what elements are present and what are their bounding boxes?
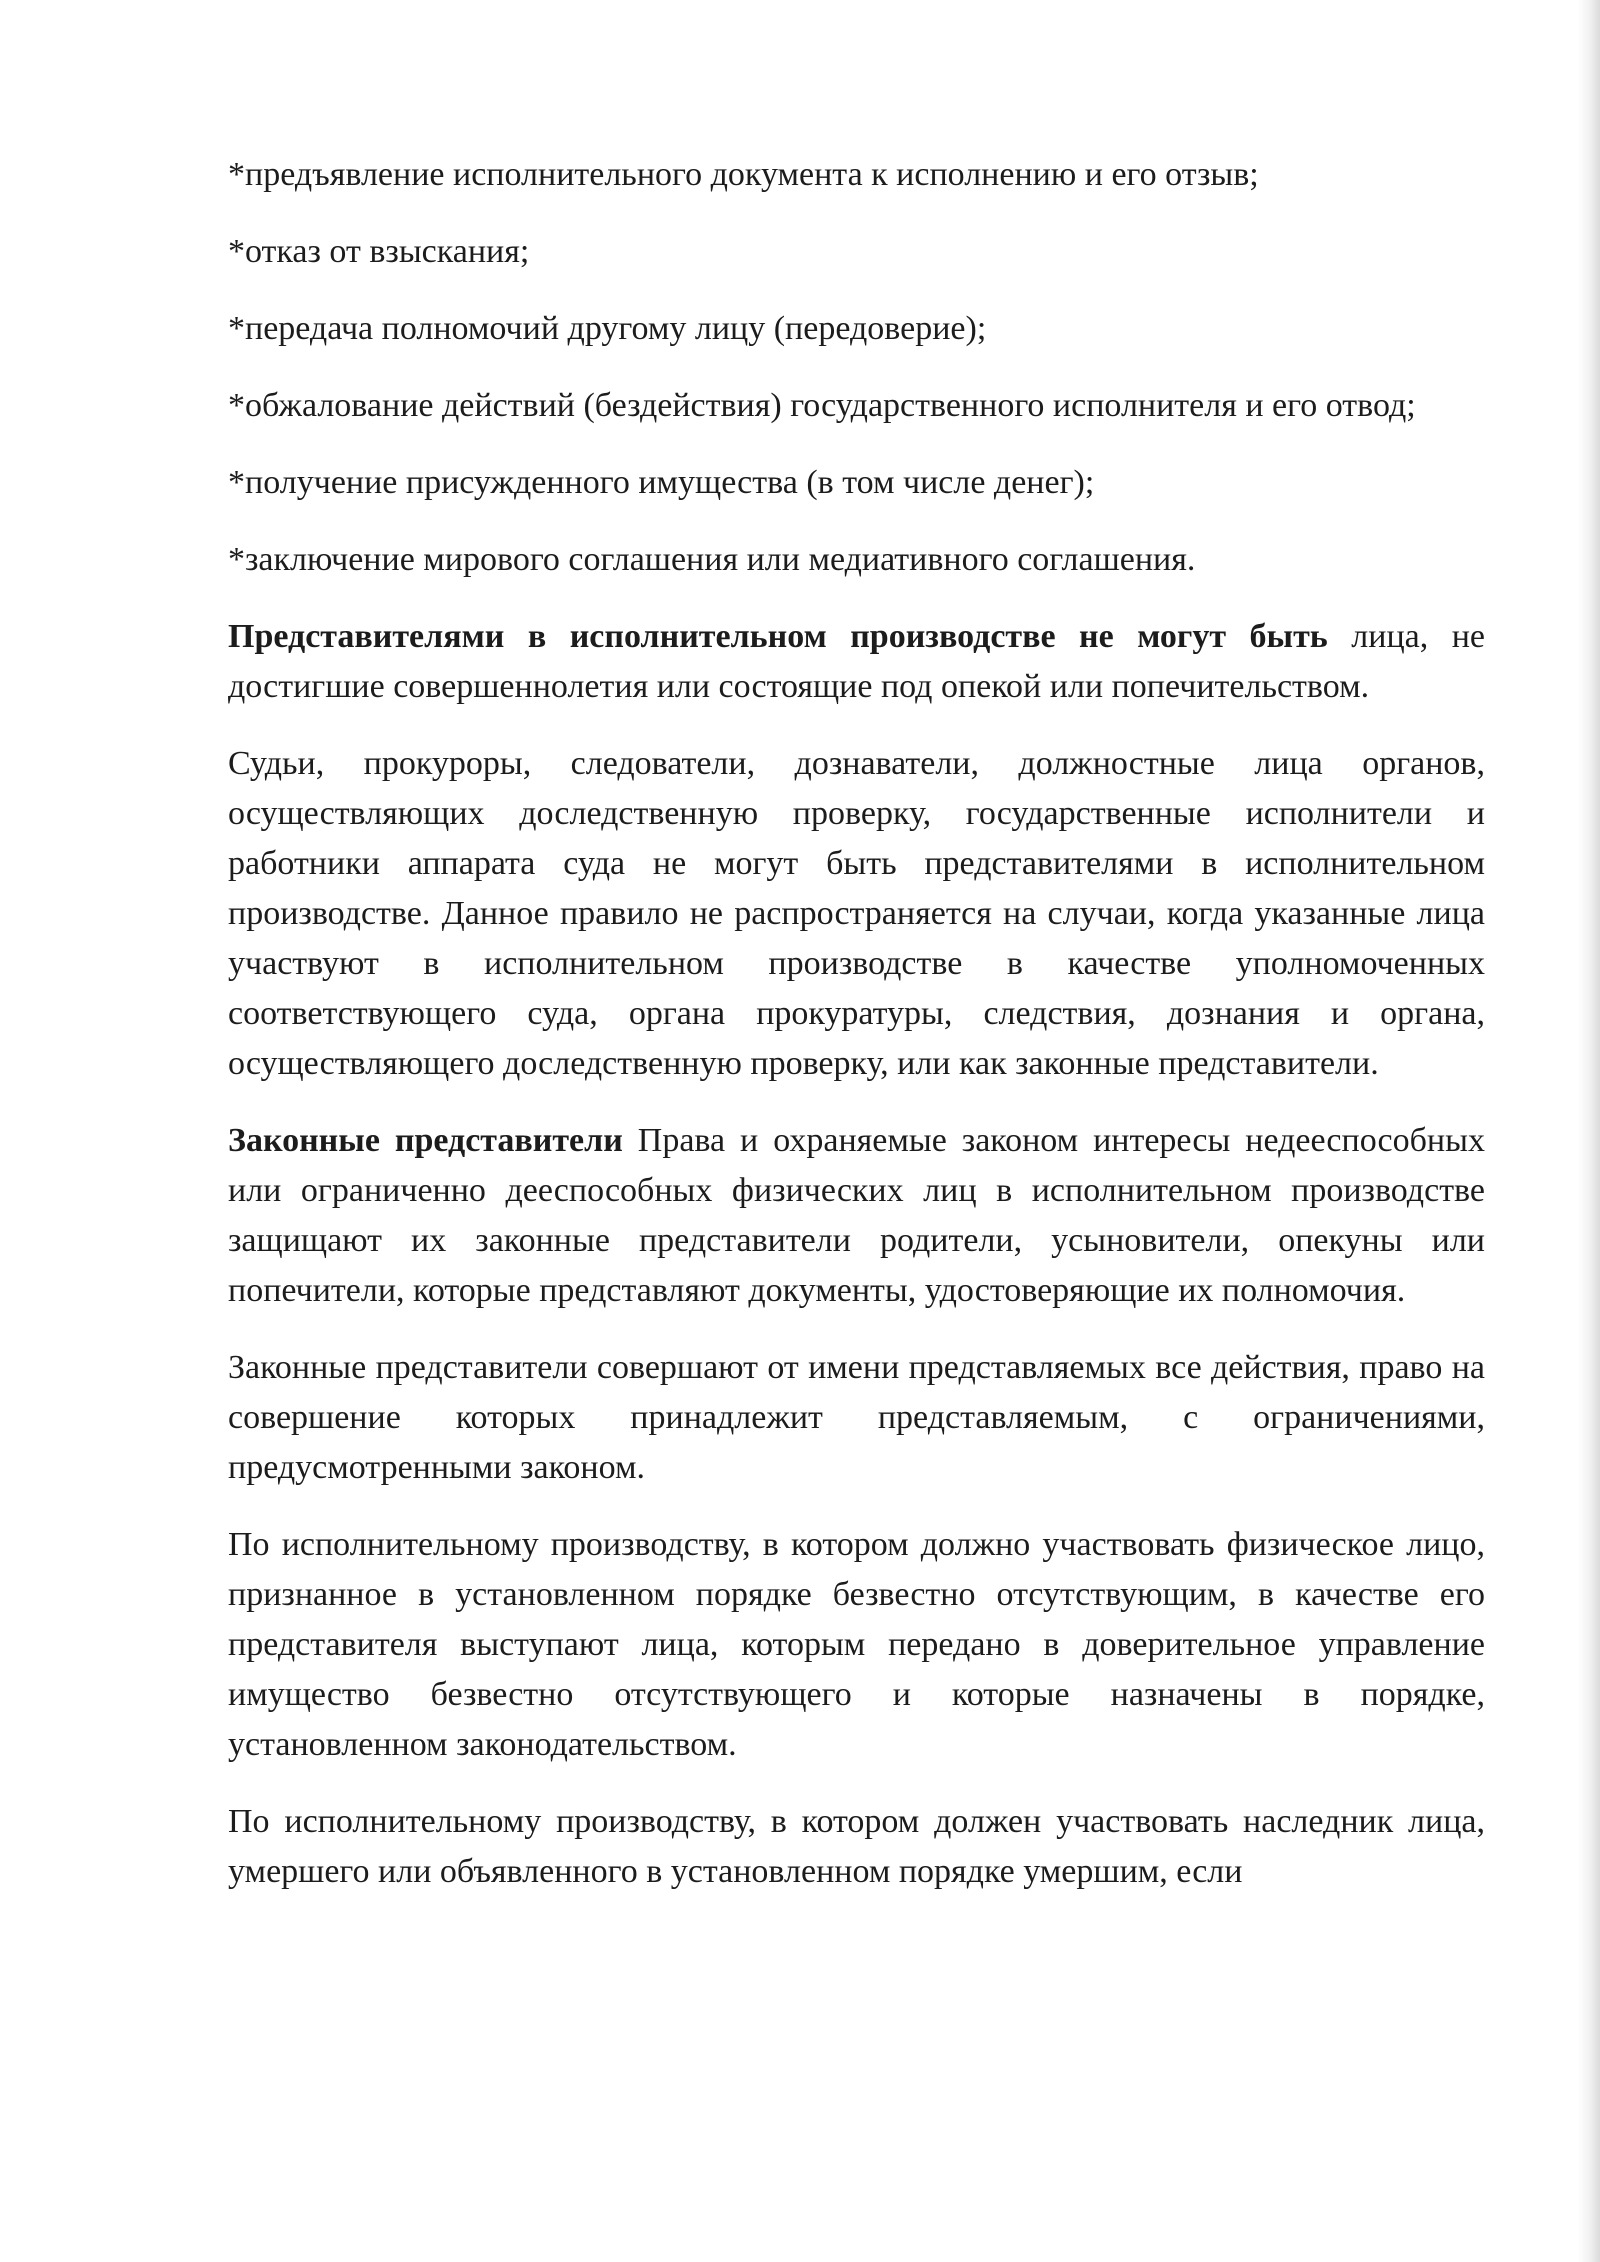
paragraph-text: лица, не достигшие совершеннолетия или состоящие под опекой или попечительством.	[228, 618, 1486, 705]
list-item: *заключение мирового соглашения или медиативного соглашения.	[228, 541, 1196, 578]
document-body	[228, 150, 1485, 1924]
list-item: *отказ от взыскания;	[228, 233, 530, 270]
page-edge-shadow	[1578, 0, 1600, 2262]
list-item: *получение присужденного имущества (в том числе денег);	[228, 464, 1095, 501]
paragraph-legal-representatives	[228, 1116, 1485, 1316]
list-item: *предъявление исполнительного документа к исполнению и его отзыв;	[228, 156, 1259, 193]
paragraph-officials-restriction: Судьи, прокуроры, следователи, дознаватели, должностные лица органов, осуществляющих доследственную проверку, государственные исполнители и работники аппарата суда не могут быть представителями в исполнительном производстве. Данное правило не распространяется на случаи, когда указанные лица участвуют в исполнительном производстве в качестве уполномоченных соответствующего суда, органа прокуратуры, следствия, дознания и органа, осуществляющего доследственную проверку, или как законные представители.	[228, 745, 1485, 1082]
paragraph-legal-representatives-actions: Законные представители совершают от имени представляемых все действия, право на совершение которых принадлежит представляемым, с ограничениями, предусмотренными законом.	[228, 1349, 1485, 1486]
paragraph-bold-lead: Представителями в исполнительном производстве не могут быть	[228, 618, 1328, 655]
list-item: *передача полномочий другому лицу (передоверие);	[228, 310, 987, 347]
paragraph-text: Права и охраняемые законом интересы недееспособных или ограниченно дееспособных физических лиц в исполнительном производстве защищают их законные представители родители, усыновители, опекуны или попечители, которые представляют документы, удостоверяющие их полномочия.	[228, 1122, 1485, 1309]
paragraph-heir: По исполнительному производству, в котором должен участвовать наследник лица, умершего или объявленного в установленном порядке умершим, если	[228, 1803, 1485, 1890]
list-item: *обжалование действий (бездействия) государственного исполнителя и его отвод;	[228, 387, 1416, 424]
paragraph-missing-person: По исполнительному производству, в котором должно участвовать физическое лицо, признанное в установленном порядке безвестно отсутствующим, в качестве его представителя выступают лица, которым передано в доверительное управление имущество безвестно отсутствующего и которые назначены в порядке, установленном законодательством.	[228, 1526, 1485, 1763]
paragraph-representatives-restriction	[228, 612, 1485, 712]
paragraph-bold-lead: Законные представители	[228, 1122, 623, 1159]
